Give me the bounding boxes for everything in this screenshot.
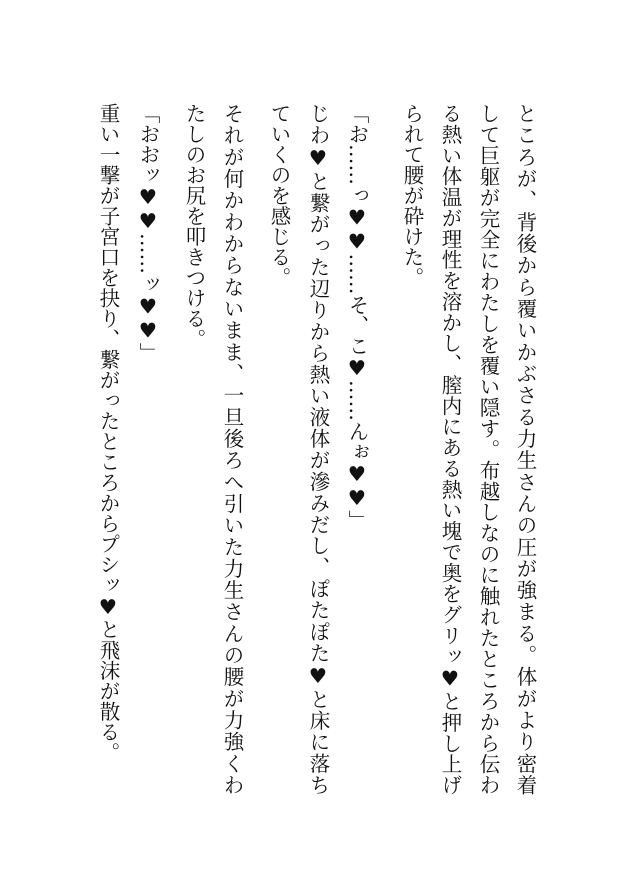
text-line: して巨躯が完全にわたしを覆い隠す。布越しなのに触れたところから伝わ — [476, 103, 500, 795]
text-line: じわ♥と繋がった辺りから熱い液体が滲みだし、ぽたぽた♥と床に落ち — [306, 103, 330, 796]
text-line: それが何かわからないまま、一旦後ろへ引いた力生さんの腰が力強くわ — [220, 103, 244, 795]
text-line: る熱い体温が理性を溶かし、膣内にある熱い塊で奥をグリッ♥と押し上げ — [438, 103, 462, 795]
text-line: ところが、背後から覆いかぶさる力生さんの圧が強まる。体がより密着 — [513, 103, 537, 796]
dialogue-line: 「おおッ♥♥……ッ♥♥」 — [136, 103, 160, 363]
text-line: 重い一撃が子宮口を抉り、繋がったところからプシッ♥と飛沫が散る。 — [96, 103, 120, 763]
text-line: たしのお尻を叩きつける。 — [182, 103, 206, 349]
text-line: ていくのを感じる。 — [267, 103, 291, 288]
dialogue-line: 「お……っ♥♥……そ、こ♥……んぉ♥♥」 — [345, 103, 369, 531]
text-line: られて腰が砕けた。 — [400, 103, 424, 288]
